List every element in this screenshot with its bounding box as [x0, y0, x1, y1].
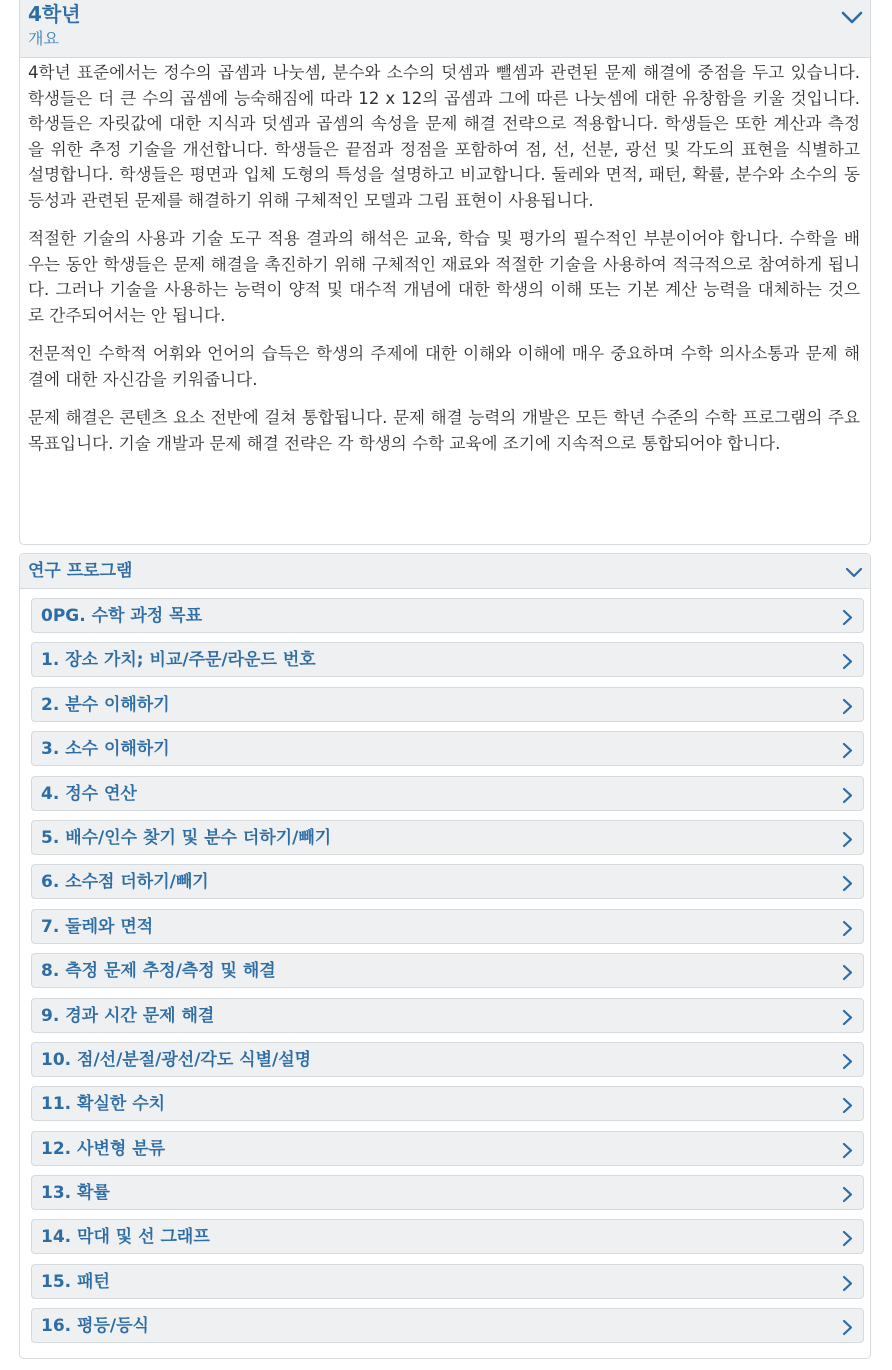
topic-item[interactable]	[31, 953, 864, 988]
chevron-right-icon	[842, 964, 853, 981]
chevron-right-icon	[842, 698, 853, 715]
topic-label: 7. 둘레와 면적	[41, 916, 154, 937]
study-program-panel	[19, 553, 871, 1359]
chevron-right-icon	[842, 742, 853, 759]
topic-item[interactable]	[31, 776, 864, 811]
topic-label: 8. 측정 문제 추정/측정 및 해결	[41, 961, 276, 982]
topic-label: 16. 평등/등식	[41, 1316, 149, 1337]
chevron-right-icon	[842, 787, 853, 804]
topic-item[interactable]	[31, 598, 864, 633]
chevron-right-icon	[842, 609, 853, 626]
overview-paragraph: 전문적인 수학적 어휘와 언어의 습득은 학생의 주제에 대한 이해와 이해에 매우 중요하며 수학 의사소통과 문제 해결에 대한 자신감을 키워줍니다.	[28, 344, 860, 389]
topic-item[interactable]	[31, 998, 864, 1033]
study-program-title: 연구 프로그램	[28, 561, 133, 581]
overview-paragraph: 문제 해결은 콘텐츠 요소 전반에 걸쳐 통합됩니다. 문제 해결 능력의 개발은 모든 학년 수준의 수학 프로그램의 주요 목표입니다. 기술 개발과 문제 해결 전략은 각 학생의 수학 교육에 조기에 지속적으로 통합되어야 합니다.	[28, 408, 860, 453]
topic-item[interactable]	[31, 820, 864, 855]
topic-label: 9. 경과 시간 문제 해결	[41, 1005, 215, 1026]
topic-label: 0PG. 수학 과정 목표	[41, 606, 202, 626]
chevron-right-icon	[842, 1053, 853, 1070]
topic-item[interactable]	[31, 1042, 864, 1077]
chevron-right-icon	[842, 1009, 853, 1026]
topic-item[interactable]	[31, 1264, 864, 1299]
topic-item[interactable]	[31, 1086, 864, 1121]
grade-overview-header[interactable]	[20, 0, 870, 58]
topic-item[interactable]	[31, 1175, 864, 1210]
topic-item[interactable]	[31, 687, 864, 722]
chevron-right-icon	[842, 831, 853, 848]
topic-label: 11. 확실한 수치	[41, 1094, 166, 1115]
chevron-right-icon	[842, 920, 853, 937]
overview-body	[20, 58, 870, 456]
topic-label: 5. 배수/인수 찾기 및 분수 더하기/빼기	[41, 827, 332, 848]
topic-label: 14. 막대 및 선 그래프	[41, 1227, 210, 1248]
grade-title: 4학년	[28, 2, 81, 26]
chevron-right-icon	[842, 1230, 853, 1247]
overview-paragraph: 4학년 표준에서는 정수의 곱셈과 나눗셈, 분수와 소수의 덧셈과 뺄셈과 관련된 문제 해결에 중점을 두고 있습니다. 학생들은 더 큰 수의 곱셈에 능숙해짐에 따라 12 x 12의 곱셈과 그에 따른 나눗셈에 대한 유창함을 키울 것입니다. 학생들은 자릿값에 대한 지식과 덧셈과 곱셈의 속성을 문제 해결 전략으로 적용합니다. 학생들은 또한 계산과 측정을 위한 추정 기술을 개선합니다. 학생들은 끝점과 정점을 포함하여 점, 선, 선분, 광선 및 각도의 표현을 식별하고 설명합니다. 학생들은 평면과 입체 도형의 특성을 설명하고 비교합니다. 둘레와 면적, 패턴, 확률, 분수와 소수의 동등성과 관련된 문제를 해결하기 위해 구체적인 모델과 그림 표현이 사용됩니다.	[28, 63, 860, 210]
chevron-right-icon	[842, 1142, 853, 1159]
chevron-down-icon[interactable]	[845, 567, 863, 579]
chevron-right-icon	[842, 653, 853, 670]
topic-item[interactable]	[31, 1308, 864, 1343]
topic-label: 12. 사변형 분류	[41, 1138, 166, 1159]
topic-label: 10. 점/선/분절/광선/각도 식별/설명	[41, 1049, 312, 1070]
chevron-right-icon	[842, 1275, 853, 1292]
chevron-right-icon	[842, 1319, 853, 1336]
chevron-down-icon[interactable]	[841, 11, 863, 25]
grade-overview-panel	[19, 0, 871, 545]
chevron-right-icon	[842, 875, 853, 892]
study-program-header[interactable]	[20, 554, 870, 589]
overview-paragraph: 적절한 기술의 사용과 기술 도구 적용 결과의 해석은 교육, 학습 및 평가의 필수적인 부분이어야 합니다. 수학을 배우는 동안 학생들은 문제 해결을 촉진하기 위해 구체적인 재료와 적절한 기술을 사용하여 적극적으로 참여하게 됩니다. 그러나 기술을 사용하는 능력이 양적 및 대수적 개념에 대한 학생의 이해 또는 기본 계산 능력을 대체하는 것으로 간주되어서는 안 됩니다.	[28, 229, 860, 325]
topic-item[interactable]	[31, 1131, 864, 1166]
topic-item[interactable]	[31, 642, 864, 677]
topic-item[interactable]	[31, 731, 864, 766]
overview-subtitle: 개요	[28, 29, 59, 48]
topic-label: 6. 소수점 더하기/빼기	[41, 872, 209, 893]
chevron-right-icon	[842, 1186, 853, 1203]
chevron-right-icon	[842, 1097, 853, 1114]
topic-list	[31, 598, 864, 1353]
topic-label: 1. 장소 가치; 비교/주문/라운드 번호	[41, 650, 316, 671]
topic-label: 3. 소수 이해하기	[41, 739, 170, 760]
topic-label: 4. 정수 연산	[41, 783, 137, 804]
topic-label: 2. 분수 이해하기	[41, 694, 170, 715]
topic-label: 13. 확률	[41, 1183, 110, 1204]
topic-item[interactable]	[31, 909, 864, 944]
topic-item[interactable]	[31, 1219, 864, 1254]
topic-item[interactable]	[31, 864, 864, 899]
topic-label: 15. 패턴	[41, 1271, 110, 1292]
